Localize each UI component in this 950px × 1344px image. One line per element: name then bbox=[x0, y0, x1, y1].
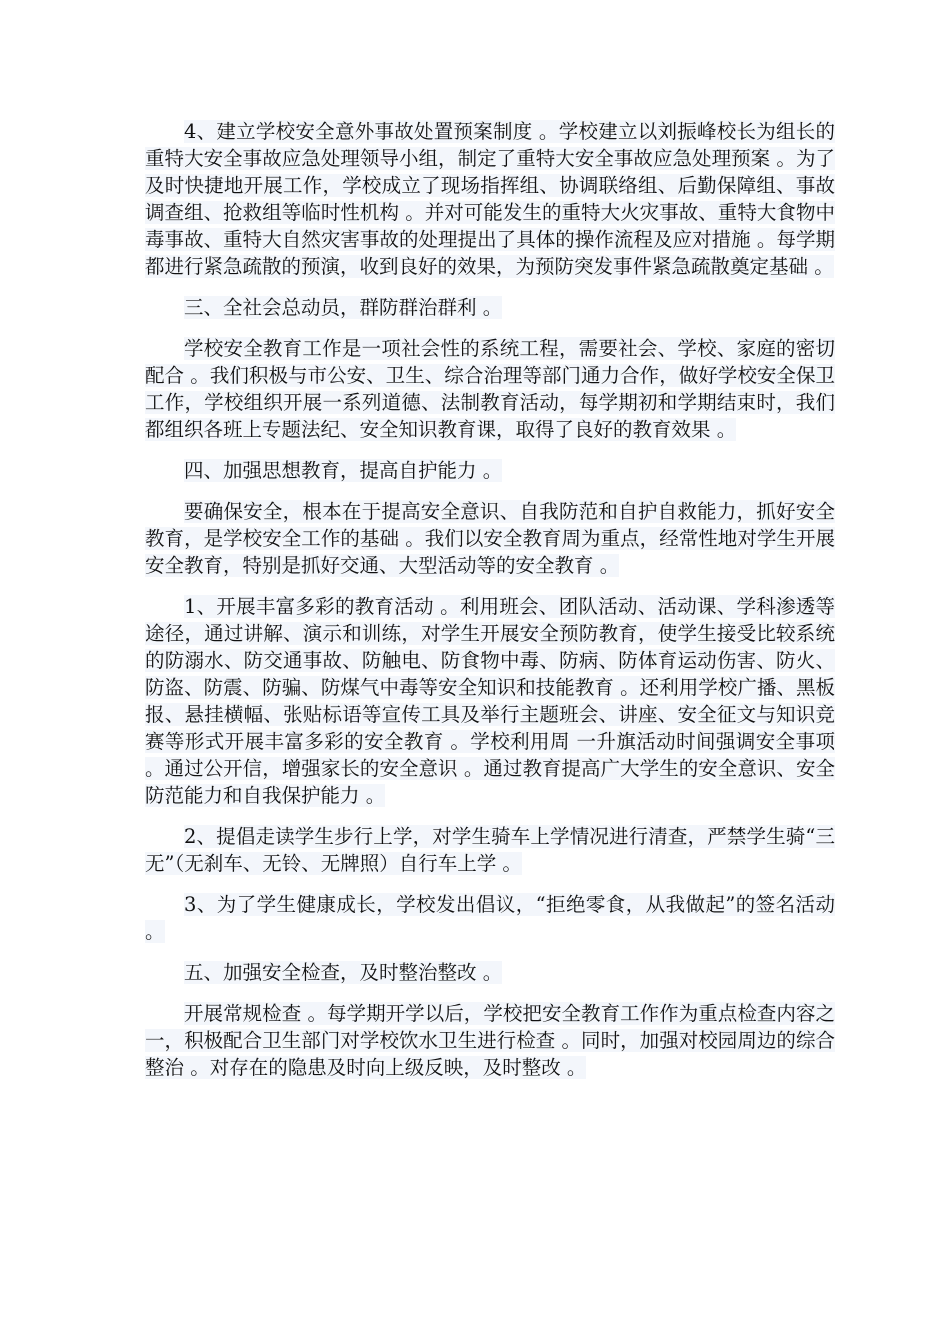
document-body bbox=[145, 118, 835, 1095]
section-heading-4 bbox=[145, 457, 835, 484]
heading-text: 四、加强思想教育，提高自护能力 。 bbox=[184, 459, 503, 482]
heading-text: 三、全社会总动员，群防群治群利 。 bbox=[184, 296, 503, 319]
paragraph-accident-plan bbox=[145, 118, 835, 280]
paragraph-text: 开展常规检查 。每学期开学以后，学校把安全教育工作作为重点检查内容之一，积极配合卫生部门对学校饮水卫生进行检查 。同时，加强对校园周边的综合整治 。对存在的隐患及时向上级反映，及时整改 。 bbox=[145, 1002, 835, 1079]
paragraph-text: 3、为了学生健康成长，学校发出倡议，“拒绝零食，从我做起”的签名活动 。 bbox=[145, 893, 835, 943]
paragraph-text: 1、开展丰富多彩的教育活动 。利用班会、团队活动、活动课、学科渗透等途径，通过讲解、演示和训练，对学生开展安全预防教育，使学生接受比较系统的防溺水、防交通事故、防触电、防食物中毒、防病、防体育运动伤害、防火、防盗、防震、防骗、防煤气中毒等安全知识和技能教育 。还利用学校广播、黑板报、悬挂横幅、张贴标语等宣传工具及举行主题班会、讲座、安全征文与知识竞赛等形式开展丰富多彩的安全教育 。学校利用周 一升旗活动时间强调安全事项 。通过公开信，增强家长的安全意识 。通过教育提高广大学生的安全意识、安全防范能力和自我保护能力 。 bbox=[145, 595, 835, 807]
paragraph-no-snacks bbox=[145, 891, 835, 945]
paragraph-text: 学校安全教育工作是一项社会性的系统工程，需要社会、学校、家庭的密切配合 。我们积极与市公安、卫生、综合治理等部门通力合作，做好学校安全保卫工作，学校组织开展一系列道德、法制教育活动，每学期初和学期结束时，我们都组织各班上专题法纪、安全知识教育课，取得了良好的教育效果 。 bbox=[145, 337, 835, 441]
section-heading-5 bbox=[145, 959, 835, 986]
paragraph-safety-awareness bbox=[145, 498, 835, 579]
section-heading-3 bbox=[145, 294, 835, 321]
heading-text: 五、加强安全检查，及时整治整改 。 bbox=[184, 961, 503, 984]
paragraph-education-activities bbox=[145, 593, 835, 809]
paragraph-social-cooperation bbox=[145, 335, 835, 443]
paragraph-text: 2、提倡走读学生步行上学，对学生骑车上学情况进行清查，严禁学生骑“三无”（无刹车、无铃、无牌照）自行车上学 。 bbox=[145, 825, 835, 875]
paragraph-text: 要确保安全，根本在于提高安全意识、自我防范和自护自救能力，抓好安全教育，是学校安全工作的基础 。我们以安全教育周为重点，经常性地对学生开展安全教育，特别是抓好交通、大型活动等的安全教育 。 bbox=[145, 500, 835, 577]
paragraph-walking-to-school bbox=[145, 823, 835, 877]
paragraph-text: 4、建立学校安全意外事故处置预案制度 。学校建立以刘振峰校长为组长的重特大安全事故应急处理领导小组，制定了重特大安全事故应急处理预案 。为了及时快捷地开展工作，学校成立了现场指挥组、协调联络组、后勤保障组、事故调查组、抢救组等临时性机构 。并对可能发生的重特大火灾事故、重特大食物中毒事故、重特大自然灾害事故的处理提出了具体的操作流程及应对措施 。每学期都进行紧急疏散的预演，收到良好的效果，为预防突发事件紧急疏散奠定基础 。 bbox=[145, 120, 835, 278]
paragraph-routine-inspection bbox=[145, 1000, 835, 1081]
